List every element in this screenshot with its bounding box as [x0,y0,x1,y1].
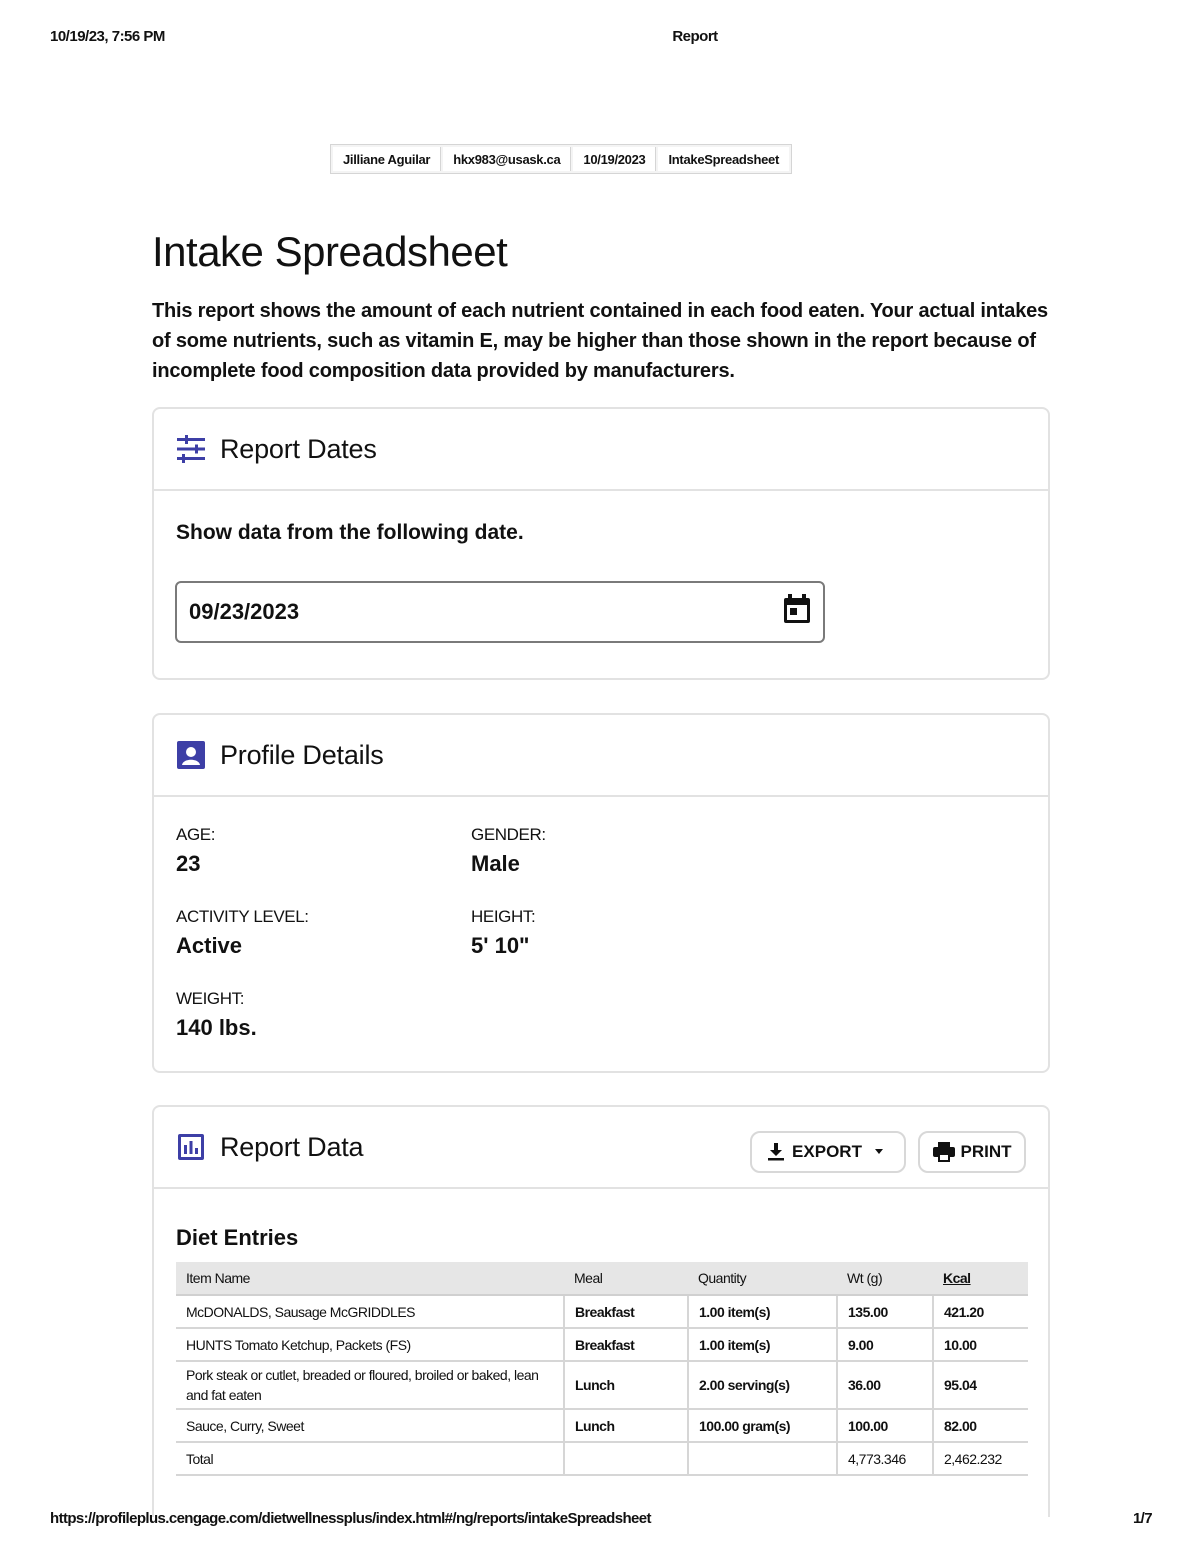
date-value: 09/23/2023 [189,599,300,624]
cell-weight: 100.00 [837,1409,933,1442]
report-dates-header [154,409,1048,491]
export-button[interactable] [750,1131,906,1173]
cell-kcal: 10.00 [933,1328,1028,1361]
cell-meal: Lunch [564,1409,688,1442]
height-label: HEIGHT: [471,907,536,926]
activity-field [176,907,309,959]
table-row [176,1295,1028,1328]
height-field [471,907,535,959]
activity-value: Active [176,933,243,958]
cell-item: McDONALDS, Sausage McGRIDDLES [176,1295,564,1328]
report-dates-title: Report Dates [220,433,377,464]
calendar-icon[interactable] [783,594,811,630]
meta-name: Jilliane Aguilar [333,147,441,171]
dates-label: Show data from the following date. [176,521,524,544]
page-intro: This report shows the amount of each nutrient contained in each food eaten. Your actual intakes of some nutrients, such as vitamin E, may be higher than those shown in the report because of incomplete food composition data provided by manufacturers. [152,300,1048,382]
cell-item: Pork steak or cutlet, breaded or floured, broiled or baked, lean and fat eaten [176,1361,564,1409]
report-data-header [154,1107,1048,1189]
weight-value: 140 lbs. [176,1015,257,1040]
activity-label: ACTIVITY LEVEL: [176,907,309,926]
download-icon [766,1142,786,1162]
col-meal: Meal [564,1262,688,1295]
person-icon [176,740,206,770]
table-row [176,1361,1028,1409]
col-item-name: Item Name [176,1262,564,1295]
cell-item: Sauce, Curry, Sweet [176,1409,564,1442]
cell-kcal: 95.04 [933,1361,1028,1409]
cell-quantity: 1.00 item(s) [688,1295,837,1328]
age-value: 23 [176,851,201,876]
age-label: AGE: [176,825,216,844]
gender-value: Male [471,851,520,876]
report-data-card [152,1105,1050,1517]
cell-kcal: 82.00 [933,1409,1028,1442]
print-url: https://profileplus.cengage.com/dietwellnessplus/index.html#/ng/reports/intakeSpreadsheet [50,1510,651,1527]
cell-kcal: 421.20 [933,1295,1028,1328]
table-total-row [176,1442,1028,1475]
age-field [176,825,215,877]
meta-report: IntakeSpreadsheet [658,147,789,171]
print-label: PRINT [960,1142,1012,1161]
total-weight: 4,773.346 [837,1442,933,1475]
weight-field [176,989,257,1041]
printer-icon [933,1142,955,1162]
gender-field [471,825,546,877]
cell-quantity: 2.00 serving(s) [688,1361,837,1409]
print-button[interactable] [918,1131,1026,1173]
total-meal-empty [564,1442,688,1475]
table-header-row [176,1262,1028,1295]
print-title: Report [672,28,718,45]
total-label: Total [176,1442,564,1475]
bar-chart-icon [176,1132,206,1162]
col-quantity: Quantity [688,1262,837,1295]
meta-email: hkx983@usask.ca [443,147,571,171]
profile-details-header [154,715,1048,797]
page-number: 1/7 [1132,1510,1152,1527]
cell-quantity: 1.00 item(s) [688,1328,837,1361]
cell-weight: 9.00 [837,1328,933,1361]
col-kcal-sort[interactable]: Kcal [933,1262,1028,1295]
profile-details-title: Profile Details [220,739,384,770]
cell-meal: Breakfast [564,1328,688,1361]
cell-item: HUNTS Tomato Ketchup, Packets (FS) [176,1328,564,1361]
caret-down-icon [874,1149,884,1155]
cell-weight: 135.00 [837,1295,933,1328]
table-row [176,1409,1028,1442]
diet-entries-table [176,1262,1028,1476]
cell-quantity: 100.00 gram(s) [688,1409,837,1442]
report-dates-card [152,407,1050,680]
height-value: 5' 10" [471,933,530,958]
cell-meal: Breakfast [564,1295,688,1328]
print-datetime: 10/19/23, 7:56 PM [50,28,165,45]
meta-date: 10/19/2023 [573,147,656,171]
export-label: EXPORT [792,1142,862,1161]
tune-icon [176,434,206,464]
report-meta-bar [330,144,792,174]
diet-entries-title: Diet Entries [176,1225,299,1250]
total-qty-empty [688,1442,837,1475]
page-title: Intake Spreadsheet [152,228,508,275]
cell-weight: 36.00 [837,1361,933,1409]
print-header [0,28,1200,50]
table-row [176,1328,1028,1361]
report-data-title: Report Data [220,1131,364,1162]
profile-details-card [152,713,1050,1073]
date-input[interactable] [175,581,825,643]
col-weight: Wt (g) [837,1262,933,1295]
total-kcal: 2,462.232 [933,1442,1028,1475]
gender-label: GENDER: [471,825,546,844]
weight-label: WEIGHT: [176,989,245,1008]
cell-meal: Lunch [564,1361,688,1409]
